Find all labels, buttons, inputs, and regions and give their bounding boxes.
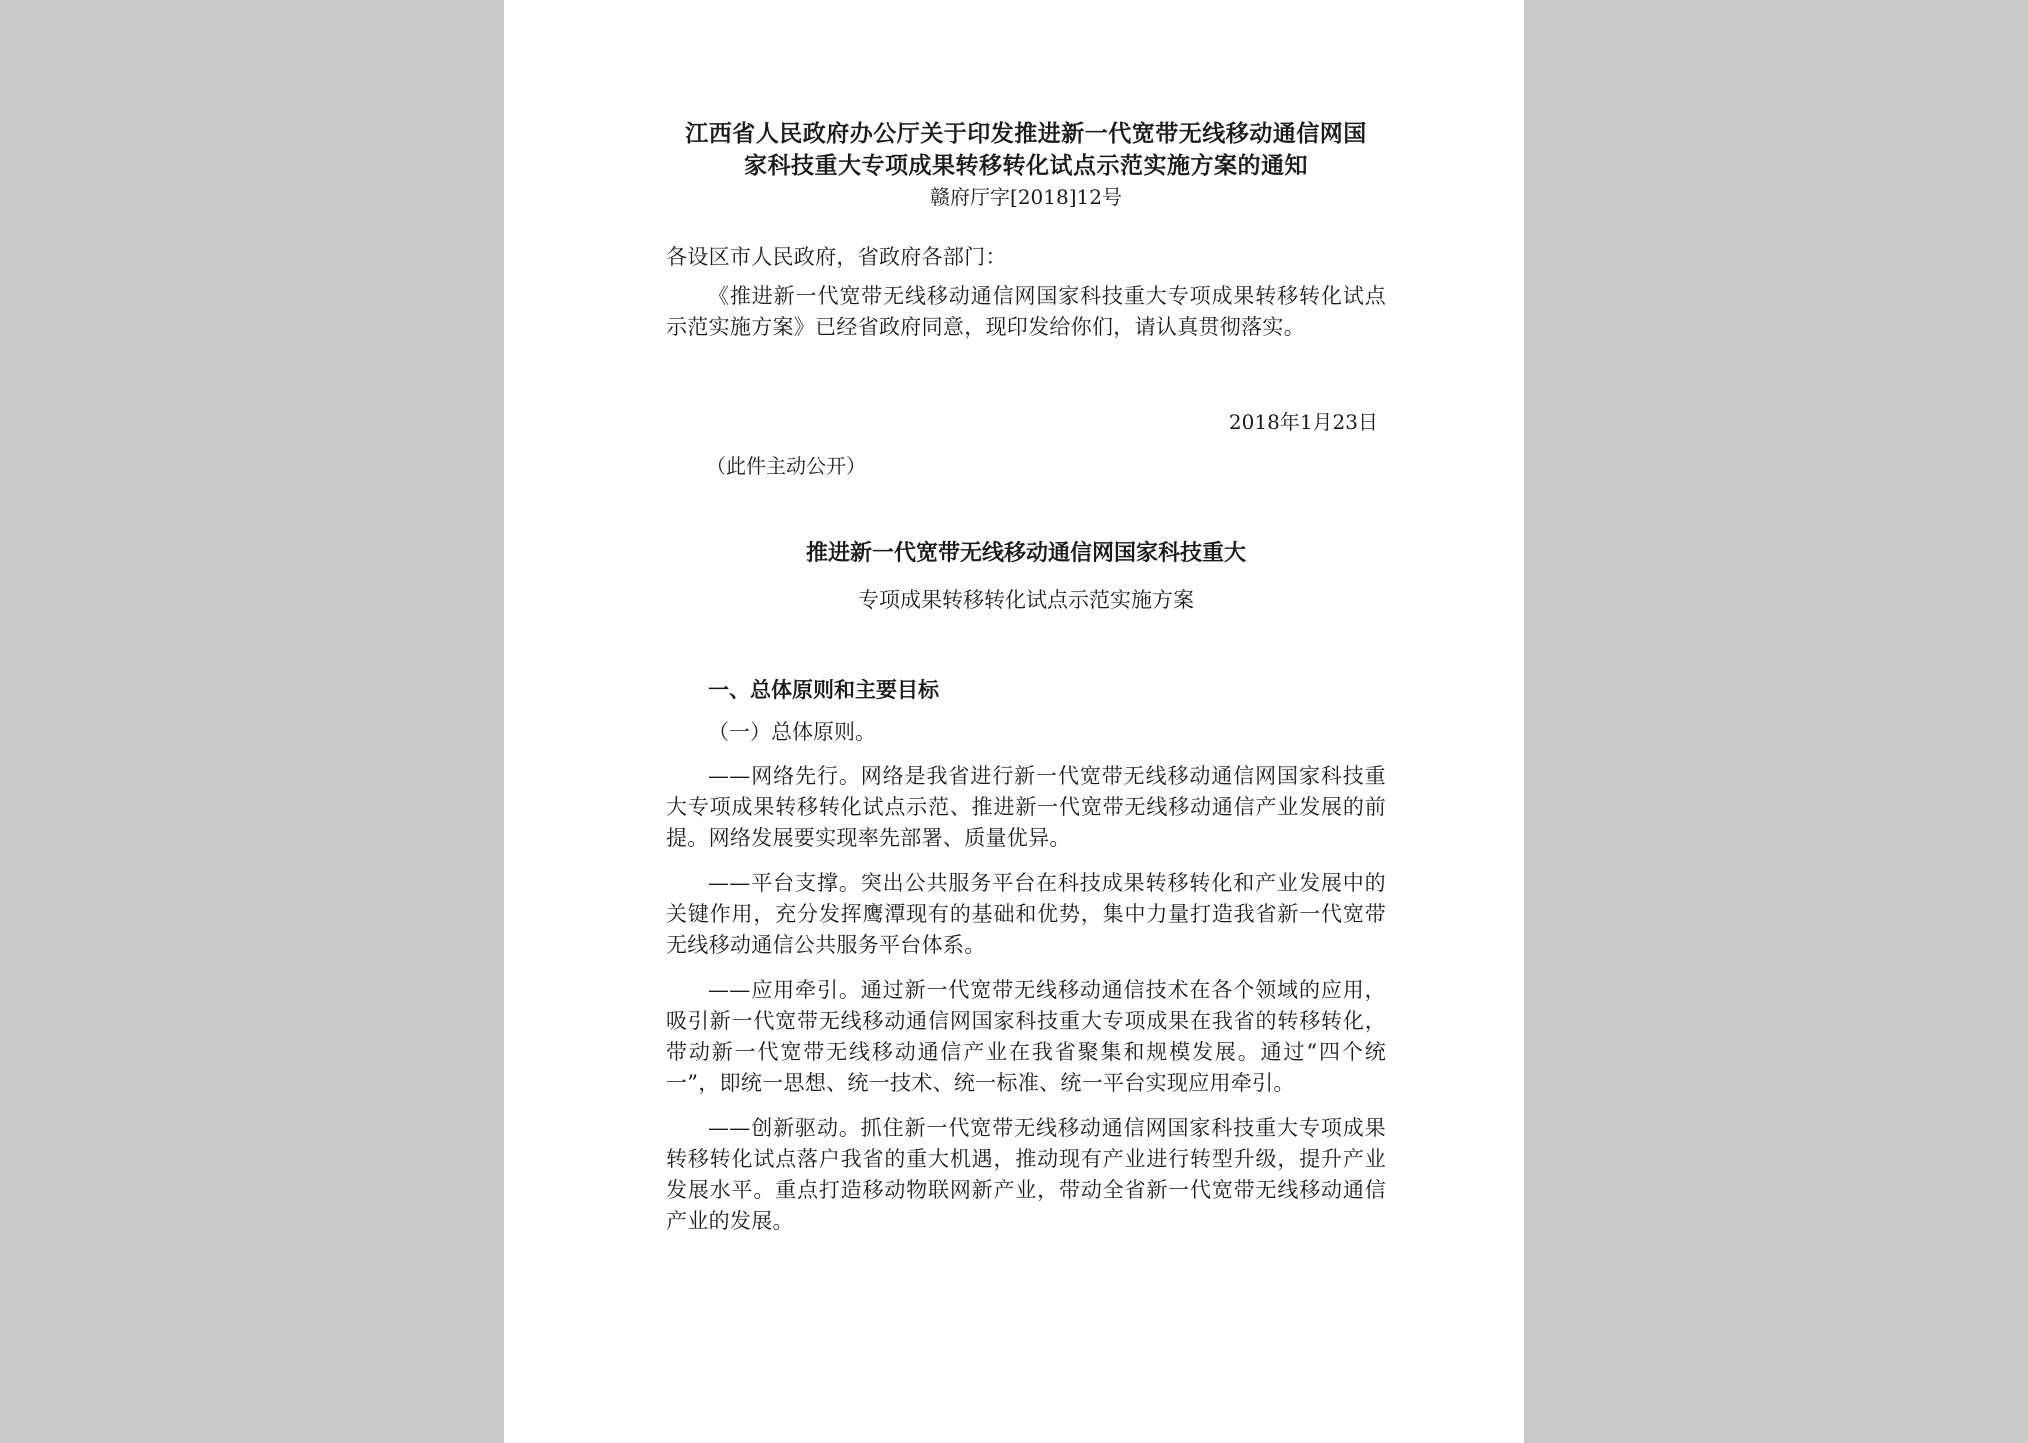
principle-network-first: ——网络先行。网络是我省进行新一代宽带无线移动通信网国家科技重大专项成果转移转化试点示范、推进新一代宽带无线移动通信产业发展的前提。网络发展要实现率先部署、质量优异。 [666,764,1386,850]
subsection-heading: （一）总体原则。 [708,720,876,744]
document-page [504,0,1524,1443]
public-note: （此件主动公开） [706,454,866,478]
section-heading: 一、总体原则和主要目标 [708,678,939,702]
principle-application-driven: ——应用牵引。通过新一代宽带无线移动通信技术在各个领域的应用，吸引新一代宽带无线移动通信网国家科技重大专项成果在我省的转移转化，带动新一代宽带无线移动通信产业在我省聚集和规模发展。通过“四个统一”，即统一思想、统一技术、统一标准、统一平台实现应用牵引。 [666,978,1386,1095]
letter-body: 《推进新一代宽带无线移动通信网国家科技重大专项成果转移转化试点示范实施方案》已经省政府同意，现印发给你们，请认真贯彻落实。 [666,284,1386,339]
notice-title-line-2: 家科技重大专项成果转移转化试点示范实施方案的通知 [744,153,1308,179]
page-content [666,118,1386,1251]
issue-date: 2018年1月23日 [1228,410,1378,434]
principle-innovation-driven: ——创新驱动。抓住新一代宽带无线移动通信网国家科技重大专项成果转移转化试点落户我省的重大机遇，推动现有产业进行转型升级，提升产业发展水平。重点打造移动物联网新产业，带动全省新一代宽带无线移动通信产业的发展。 [666,1116,1386,1233]
plan-title: 推进新一代宽带无线移动通信网国家科技重大 [805,541,1246,566]
notice-title-line-1: 江西省人民政府办公厅关于印发推进新一代宽带无线移动通信网国 [685,121,1367,147]
salutation: 各设区市人民政府，省政府各部门： [666,245,1007,269]
document-number: 赣府厅字[2018]12号 [930,185,1122,209]
plan-subtitle: 专项成果转移转化试点示范实施方案 [858,588,1194,612]
notice-title [666,118,1386,182]
principle-platform-support: ——平台支撑。突出公共服务平台在科技成果转移转化和产业发展中的关键作用，充分发挥鹰潭现有的基础和优势，集中力量打造我省新一代宽带无线移动通信公共服务平台体系。 [666,871,1386,957]
